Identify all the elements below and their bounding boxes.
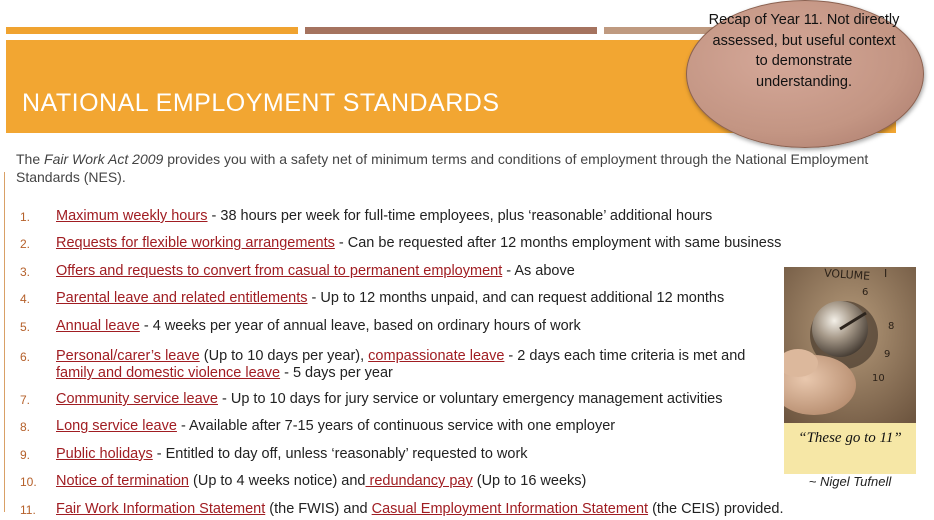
nes-link[interactable]: Casual Employment Information Statement: [371, 501, 649, 517]
nes-item-description: - 5 days per year: [280, 365, 393, 381]
dial-number-6: 6: [862, 287, 869, 298]
dial-number-10: 10: [872, 373, 885, 384]
nes-item-description: - As above: [502, 263, 575, 279]
nes-item-number: 8.: [20, 420, 31, 434]
nes-link[interactable]: family and domestic violence leave: [56, 365, 281, 381]
nes-item-number: 10.: [20, 475, 37, 489]
bracket-decoration: [4, 172, 13, 512]
dial-number-1: I: [884, 267, 888, 280]
nes-item-text: [56, 208, 786, 225]
nes-item-description: - Entitled to day off, unless ‘reasonably’ requested to work: [152, 446, 528, 462]
nes-item-text: [56, 348, 786, 382]
nes-item-text: [56, 391, 786, 408]
nes-item-description: (the FWIS) and: [265, 501, 372, 517]
nes-item-description: (the CEIS) provided.: [648, 501, 784, 517]
nes-item-number: 6.: [20, 350, 31, 364]
callout-bubble-text: Recap of Year 11. Not directly assessed, but useful context to demonstrate understanding.: [708, 12, 900, 90]
nes-link[interactable]: Notice of termination: [56, 473, 189, 489]
dial-number-9: 9: [884, 349, 891, 360]
intro-act-name: Fair Work Act 2009: [44, 151, 164, 167]
slide-title: NATIONAL EMPLOYMENT STANDARDS: [22, 89, 500, 117]
nes-item-description: (Up to 4 weeks notice) and: [188, 473, 366, 489]
nes-link[interactable]: Fair Work Information Statement: [56, 501, 266, 517]
nes-item-description: - Up to 10 days for jury service or voluntary emergency management activities: [217, 391, 723, 407]
nes-link[interactable]: Parental leave and related entitlements: [56, 290, 308, 306]
nes-item-number: 11.: [20, 503, 36, 517]
nes-item-text: [56, 501, 786, 518]
nes-item-description: - Up to 12 months unpaid, and can request additional 12 months: [307, 290, 725, 306]
accent-bar-orange: [6, 27, 298, 34]
intro-prefix: The: [16, 151, 45, 167]
nes-link[interactable]: Annual leave: [56, 318, 140, 334]
nes-item-description: - Can be requested after 12 months employment with same business: [334, 235, 782, 251]
quote-author: ~ Nigel Tufnell: [808, 474, 892, 489]
nes-item-text: [56, 290, 786, 307]
nes-item-description: - 38 hours per week for full-time employees, plus ‘reasonable’ additional hours: [207, 208, 713, 224]
nes-link[interactable]: Public holidays: [56, 446, 153, 462]
nes-link[interactable]: compassionate leave: [368, 348, 505, 364]
nes-item-text: [56, 473, 786, 490]
nes-item-description: (Up to 10 days per year),: [199, 348, 369, 364]
nes-item-number: 7.: [20, 393, 31, 407]
nes-link[interactable]: Requests for flexible working arrangements: [56, 235, 335, 251]
nes-link[interactable]: redundancy pay: [365, 473, 473, 489]
nes-item-text: [56, 235, 786, 252]
nes-item-number: 5.: [20, 320, 31, 334]
nes-item-description: - 2 days each time criteria is met and: [504, 348, 746, 364]
nes-item-text: [56, 263, 786, 280]
nes-item-number: 4.: [20, 292, 31, 306]
nes-item-number: 3.: [20, 265, 31, 279]
nes-item-description: - Available after 7-15 years of continuous service with one employer: [176, 418, 616, 434]
nes-link[interactable]: Community service leave: [56, 391, 218, 407]
intro-rest: provides you with a safety net of minimum terms and conditions of employment through the National Employment Standards (NES).: [16, 151, 869, 185]
nes-item-description: - 4 weeks per year of annual leave, based on ordinary hours of work: [139, 318, 581, 334]
dial-volume-label: VOLUME: [823, 267, 871, 283]
volume-dial-photo: [784, 267, 916, 423]
nes-item-text: [56, 446, 786, 463]
nes-link[interactable]: Personal/carer’s leave: [56, 348, 200, 364]
nes-item-description: (Up to 16 weeks): [472, 473, 587, 489]
nes-item-text: [56, 418, 786, 435]
accent-bar-brown: [305, 27, 597, 34]
nes-link[interactable]: Maximum weekly hours: [56, 208, 208, 224]
intro-paragraph: [16, 150, 876, 186]
nes-link[interactable]: Long service leave: [56, 418, 177, 434]
quote-text: “These go to 11”: [798, 430, 902, 446]
nes-item-number: 2.: [20, 237, 31, 251]
nes-item-number: 9.: [20, 448, 31, 462]
nes-link[interactable]: Offers and requests to convert from casual to permanent employment: [56, 263, 503, 279]
nes-item-text: [56, 318, 786, 335]
nes-item-number: 1.: [20, 210, 31, 224]
dial-number-8: 8: [888, 321, 895, 332]
